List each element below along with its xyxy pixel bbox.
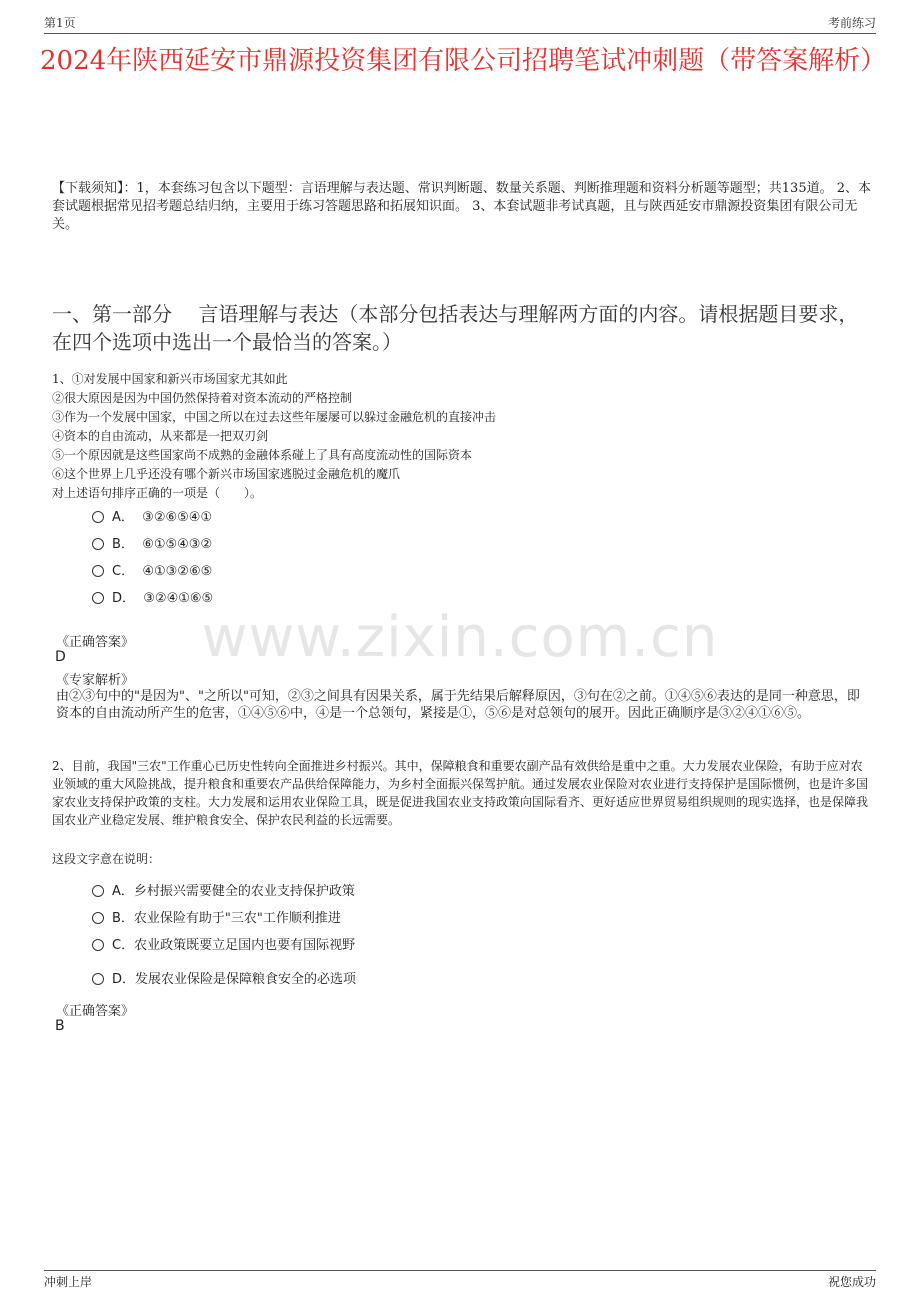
q1-answer-label: 《正确答案》 <box>56 635 135 650</box>
radio-icon[interactable] <box>92 885 104 897</box>
q1-line: 对上述语句排序正确的一项是（ ）。 <box>52 486 263 500</box>
document-title: 2024年陕西延安市鼎源投资集团有限公司招聘笔试冲刺题（带答案解析） <box>40 46 887 76</box>
option-text: ⑥①⑤④③② <box>142 537 213 552</box>
option-letter: C． <box>112 564 135 579</box>
q2-answer-label: 《正确答案》 <box>56 1004 135 1019</box>
option-letter: D． <box>112 591 136 606</box>
footer-left: 冲刺上岸 <box>44 1275 93 1289</box>
q1-analysis: 由②③句中的"是因为"、"之所以"可知，②③之间具有因果关系，属于先结果后解释原因，③句在②之前。①④⑤⑥表达的是同一种意思，即资本的自由流动所产生的危害，①④⑤⑥中，④是一个总领句，紧接是①，⑤⑥是对总领句的展开。因此正确顺序是③②④①⑥⑤。 <box>56 689 860 721</box>
radio-icon[interactable] <box>92 538 104 550</box>
question-2-stem: 2、目前，我国"三农"工作重心已历史性转向全面推进乡村振兴。其中，保障粮食和重要农副产品有效供给是重中之重。大力发展农业保险，有助于应对农业领域的重大风险挑战，提升粮食和重要农产品供给保障能力，为乡村全面振兴保驾护航。通过发展农业保险对农业进行支持保护是国际惯例，也是许多国家农业支持保护政策的支柱。大力发展和运用农业保险工具，既是促进我国农业支持政策向国际看齐、更好适应世界贸易组织规则的现实选择，也是保障我国农业产业稳定发展、维护粮食安全、保护农民利益的长远需要。 <box>52 759 869 827</box>
footer-divider <box>44 1270 876 1271</box>
q1-option-a[interactable] <box>92 508 212 528</box>
option-text: 农业政策既要立足国内也要有国际视野 <box>134 938 356 953</box>
q1-line: ②很大原因是因为中国仍然保持着对资本流动的严格控制 <box>52 391 353 405</box>
q2-option-a[interactable] <box>92 882 355 902</box>
option-letter: C． <box>112 938 135 953</box>
q1-line: 1、①对发展中国家和新兴市场国家尤其如此 <box>52 372 288 386</box>
option-text: ④①③②⑥⑤ <box>142 564 213 579</box>
q2-option-d[interactable] <box>92 970 356 990</box>
page-number: 第1页 <box>44 16 76 30</box>
radio-icon[interactable] <box>92 912 104 924</box>
watermark: www.zixin.com.cn <box>201 605 719 670</box>
q2-option-c[interactable] <box>92 936 355 956</box>
q2-question: 这段文字意在说明： <box>52 852 161 866</box>
q2-answer: B <box>55 1018 65 1034</box>
q2-option-b[interactable] <box>92 909 341 929</box>
q1-analysis-label: 《专家解析》 <box>56 673 135 688</box>
option-text: 发展农业保险是保障粮食安全的必选项 <box>135 972 357 987</box>
section-heading: 一、第一部分 言语理解与表达（本部分包括表达与理解两方面的内容。请根据题目要求，在四个选项中选出一个最恰当的答案。） <box>52 302 859 354</box>
option-letter: A． <box>112 510 134 525</box>
header-divider <box>44 33 876 34</box>
q1-option-c[interactable] <box>92 562 212 582</box>
radio-icon[interactable] <box>92 565 104 577</box>
option-text: ③②⑥⑤④① <box>142 510 213 525</box>
radio-icon[interactable] <box>92 939 104 951</box>
option-letter: B． <box>112 537 134 552</box>
option-letter: B． <box>112 911 134 926</box>
header-tag: 考前练习 <box>827 16 876 30</box>
download-notice: 【下载须知】：1，本套练习包含以下题型：言语理解与表达题、常识判断题、数量关系题、判断推理题和资料分析题等题型；共135道。 2、本套试题根据常见招考题总结归纳，主要用于练习答题思路和拓展知识面。 3、本套试题非考试真题，且与陕西延安市鼎源投资集团有限公司无关。 <box>52 181 871 232</box>
option-letter: A． <box>112 884 134 899</box>
page-header <box>44 14 876 32</box>
option-text: ③②④①⑥⑤ <box>143 591 214 606</box>
option-letter: D． <box>112 972 136 987</box>
radio-icon[interactable] <box>92 511 104 523</box>
q1-line: ⑥这个世界上几乎还没有哪个新兴市场国家逃脱过金融危机的魔爪 <box>52 467 401 481</box>
radio-icon[interactable] <box>92 973 104 985</box>
q1-line: ⑤一个原因就是这些国家尚不成熟的金融体系碰上了具有高度流动性的国际资本 <box>52 448 473 462</box>
question-1-stem <box>52 370 870 503</box>
option-text: 农业保险有助于"三农"工作顺利推进 <box>133 911 341 926</box>
option-text: 乡村振兴需要健全的农业支持保护政策 <box>133 884 355 899</box>
q1-line: ④资本的自由流动，从来都是一把双刃剑 <box>52 429 269 443</box>
footer-right: 祝您成功 <box>827 1275 876 1289</box>
q1-line: ③作为一个发展中国家，中国之所以在过去这些年屡屡可以躲过金融危机的直接冲击 <box>52 410 497 424</box>
q1-answer: D <box>55 649 66 665</box>
radio-icon[interactable] <box>92 592 104 604</box>
q1-option-b[interactable] <box>92 535 212 555</box>
